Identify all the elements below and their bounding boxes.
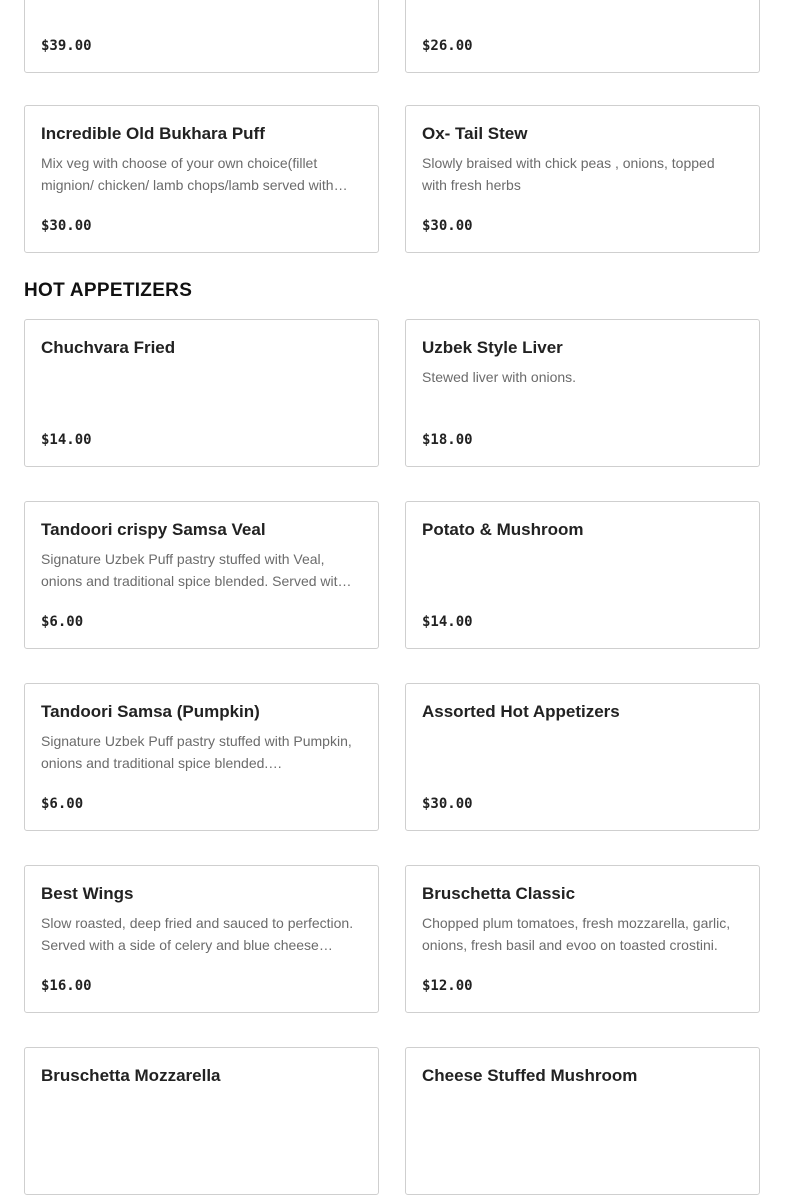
menu-item-description — [41, 366, 362, 410]
menu-item-card[interactable] — [24, 1047, 379, 1195]
menu-item-name: Ox- Tail Stew — [422, 124, 528, 143]
menu-item-card[interactable] — [405, 0, 760, 73]
menu-item-description — [422, 1094, 743, 1138]
menu-item-name: Potato & Mushroom — [422, 520, 584, 539]
menu-item-description: Stewed liver with onions. — [422, 369, 577, 385]
section-title: HOT APPETIZERS — [24, 280, 193, 301]
menu-item-name: Cheese Stuffed Mushroom — [422, 1066, 638, 1085]
menu-item-price: $26.00 — [422, 38, 473, 54]
menu-item-name: Bruschetta Mozzarella — [41, 1066, 221, 1085]
menu-item-card[interactable] — [24, 501, 379, 649]
menu-item-price: $14.00 — [422, 614, 473, 630]
menu-item-card[interactable] — [24, 683, 379, 831]
menu-item-card[interactable] — [405, 1047, 760, 1195]
menu-item-description — [422, 0, 743, 16]
menu-item-name: Bruschetta Classic — [422, 884, 576, 903]
menu-item-description: Mix veg with choose of your own choice(fillet mignion/ chicken/ lamb chops/lamb served with… — [41, 155, 348, 193]
menu-item-price: $30.00 — [41, 218, 92, 234]
menu-item-card[interactable] — [405, 683, 760, 831]
menu-item-name: Incredible Old Bukhara Puff — [41, 124, 265, 143]
menu-item-description — [422, 548, 743, 592]
menu-item-name: Tandoori Samsa (Pumpkin) — [41, 702, 260, 721]
menu-item-price: $30.00 — [422, 796, 473, 812]
menu-item-price: $6.00 — [41, 796, 84, 812]
menu-item-card[interactable] — [405, 865, 760, 1013]
menu-item-price: $6.00 — [41, 614, 84, 630]
menu-item-price: $30.00 — [422, 218, 473, 234]
menu-item-name: Uzbek Style Liver — [422, 338, 563, 357]
menu-item-name: Best Wings — [41, 884, 134, 903]
menu-item-card[interactable] — [405, 501, 760, 649]
menu-item-description: Signature Uzbek Puff pastry stuffed with Veal, onions and traditional spice blended. Served wit… — [41, 551, 352, 589]
menu-item-price: $16.00 — [41, 978, 92, 994]
menu-item-price: $14.00 — [41, 432, 92, 448]
menu-item-card[interactable] — [24, 865, 379, 1013]
menu-item-price: $39.00 — [41, 38, 92, 54]
menu-item-description — [41, 1094, 362, 1138]
menu-item-description: Signature Uzbek Puff pastry stuffed with Pumpkin, onions and traditional spice blended.… — [41, 733, 352, 771]
menu-item-card[interactable] — [24, 0, 379, 73]
menu-item-description: Slowly braised with chick peas , onions, topped with fresh herbs — [422, 155, 715, 193]
menu-item-card[interactable] — [405, 319, 760, 467]
menu-item-card[interactable] — [24, 105, 379, 253]
menu-item-card[interactable] — [24, 319, 379, 467]
menu-item-description: Slow roasted, deep fried and sauced to perfection. Served with a side of celery and blue cheese… — [41, 915, 354, 953]
menu-item-name: Assorted Hot Appetizers — [422, 702, 620, 721]
menu-item-price: $18.00 — [422, 432, 473, 448]
menu-item-description — [41, 0, 362, 16]
menu-item-description — [422, 730, 743, 774]
menu-item-description: Chopped plum tomatoes, fresh mozzarella, garlic, onions, fresh basil and evoo on toasted crostini. — [422, 915, 731, 953]
menu-item-price: $12.00 — [422, 978, 473, 994]
menu-item-card[interactable] — [405, 105, 760, 253]
menu-item-name: Chuchvara Fried — [41, 338, 176, 357]
menu-item-name: Tandoori crispy Samsa Veal — [41, 520, 266, 539]
